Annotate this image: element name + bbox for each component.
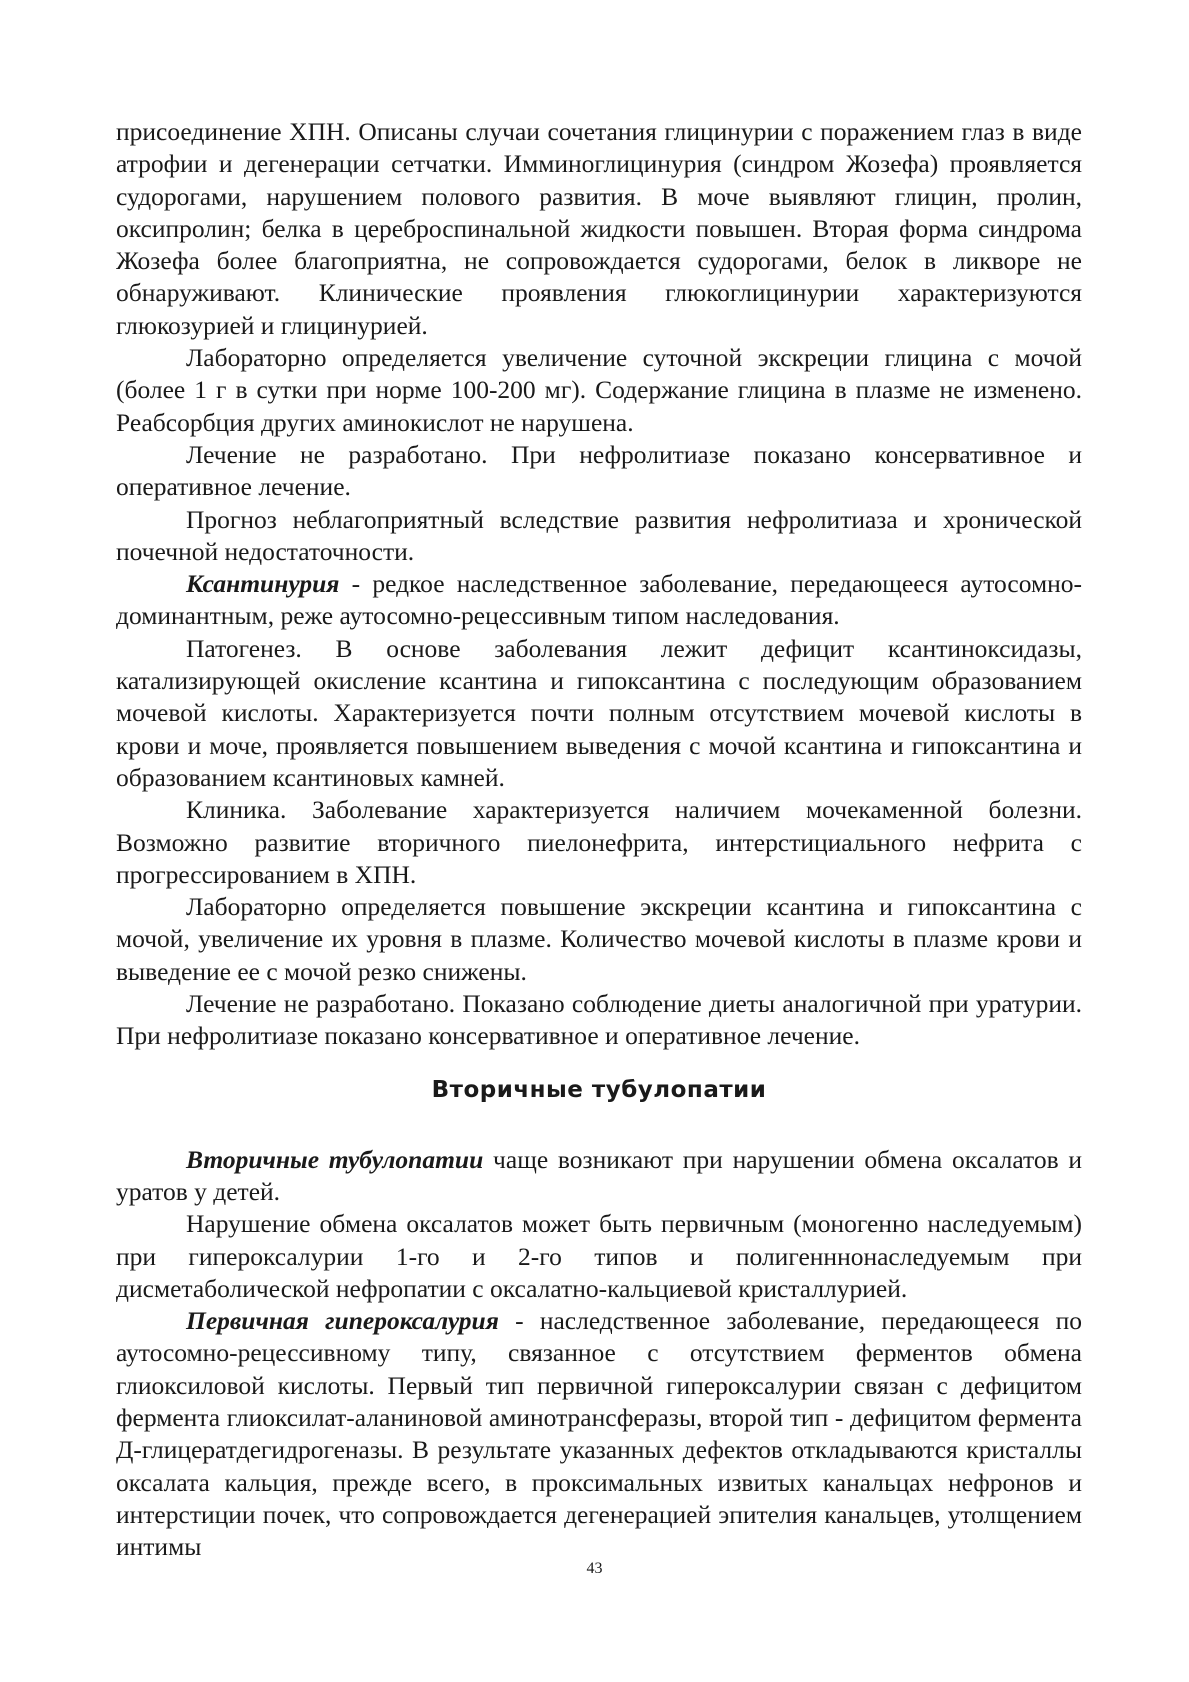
paragraph-xanthinuria: [116, 568, 1082, 633]
paragraph: Клиника. Заболевание характеризуется наличием мочекаменной болезни. Возможно развитие вторичного пиелонефрита, интерстициального нефрита с прогрессированием в ХПН.: [116, 795, 1082, 889]
paragraph: Нарушение обмена оксалатов может быть первичным (моногенно наследуемым) при гипероксалурии 1-го и 2-го типов и полигенннонаследуемым при дисметаболической нефропатии с оксалатно-кальциевой кристаллурией.: [116, 1209, 1082, 1303]
paragraph: Лечение не разработано. Показано соблюдение диеты аналогичной при уратурии. При нефролитиазе показано консервативное и оперативное лечение.: [116, 989, 1082, 1051]
section-heading: Вторичные тубулопатии: [431, 1076, 767, 1103]
paragraph-text: - редкое наследственное заболевание, передающееся аутосомно-доминантным, реже аутосомно-рецессивным типом наследования.: [116, 569, 1082, 631]
term-primary-hyperoxaluria: Первичная гипероксалурия: [186, 1306, 499, 1336]
paragraph: Лечение не разработано. При нефролитиазе показано консервативное и оперативное лечение.: [116, 439, 1082, 502]
page-number: 43: [586, 1560, 603, 1577]
term-xanthinuria: Ксантинурия: [186, 569, 340, 599]
term-secondary-tubulopathies: Вторичные тубулопатии: [186, 1144, 484, 1174]
paragraph: присоединение ХПН. Описаны случаи сочетания глицинурии с поражением глаз в виде атрофии и дегенерации сетчатки. Имминоглицинурия (синдром Жозефа) проявляется судорогами, нарушением полового развития. В моче выявляют глицин, пролин, оксипролин; белка в цереброспинальной жидкости повышен. Вторая форма синдрома Жозефа более благоприятна, не сопровождается судорогами, белок в ликворе не обнаруживают. Клинические проявления глюкоглицинурии характеризуются глюкозурией и глицинурией.: [116, 117, 1082, 340]
page-body: [116, 116, 1082, 1563]
paragraph: Лабораторно определяется увеличение суточной экскреции глицина с мочой (более 1 г в сутки при норме 100-200 мг). Содержание глицина в плазме не изменено. Реабсорбция других аминокислот не нарушена.: [116, 343, 1082, 437]
paragraph: Патогенез. В основе заболевания лежит дефицит ксантиноксидазы, катализирующей окисление ксантина и гипоксантина с последующим образованием мочевой кислоты. Характеризуется почти полным отсутствием мочевой кислоты в крови и моче, проявляется повышением выведения с мочой ксантина и гипоксантина и образованием ксантиновых камней.: [116, 633, 1082, 792]
paragraph-text: - наследственное заболевание, передающееся по аутосомно-рецессивному типу, связанное с отсутствием ферментов обмена глиоксиловой кислоты. Первый тип первичной гипероксалурии связан с дефицитом фермента глиоксилат-аланиновой аминотрансферазы, второй тип - дефицитом фермента Д-глицератдегидрогеназы. В результате указанных дефектов откладываются кристаллы оксалата кальция, прежде всего, в проксимальных извитых канальцах нефронов и интерстиции почек, что сопровождается дегенерацией эпителия канальцев, утолщением интимы: [116, 1306, 1082, 1562]
paragraph: Лабораторно определяется повышение экскреции ксантина и гипоксантина с мочой, увеличение их уровня в плазме. Количество мочевой кислоты в плазме крови и выведение ее с мочой резко снижены.: [116, 892, 1082, 986]
paragraph-secondary-tubulopathies: [116, 1144, 1082, 1209]
paragraph: Прогноз неблагоприятный вследствие развития нефролитиаза и хронической почечной недостаточности.: [116, 504, 1082, 566]
paragraph-text: чаще возникают при нарушении обмена оксалатов и уратов у детей.: [116, 1144, 1082, 1206]
paragraph-primary-hyperoxaluria: [116, 1305, 1082, 1563]
